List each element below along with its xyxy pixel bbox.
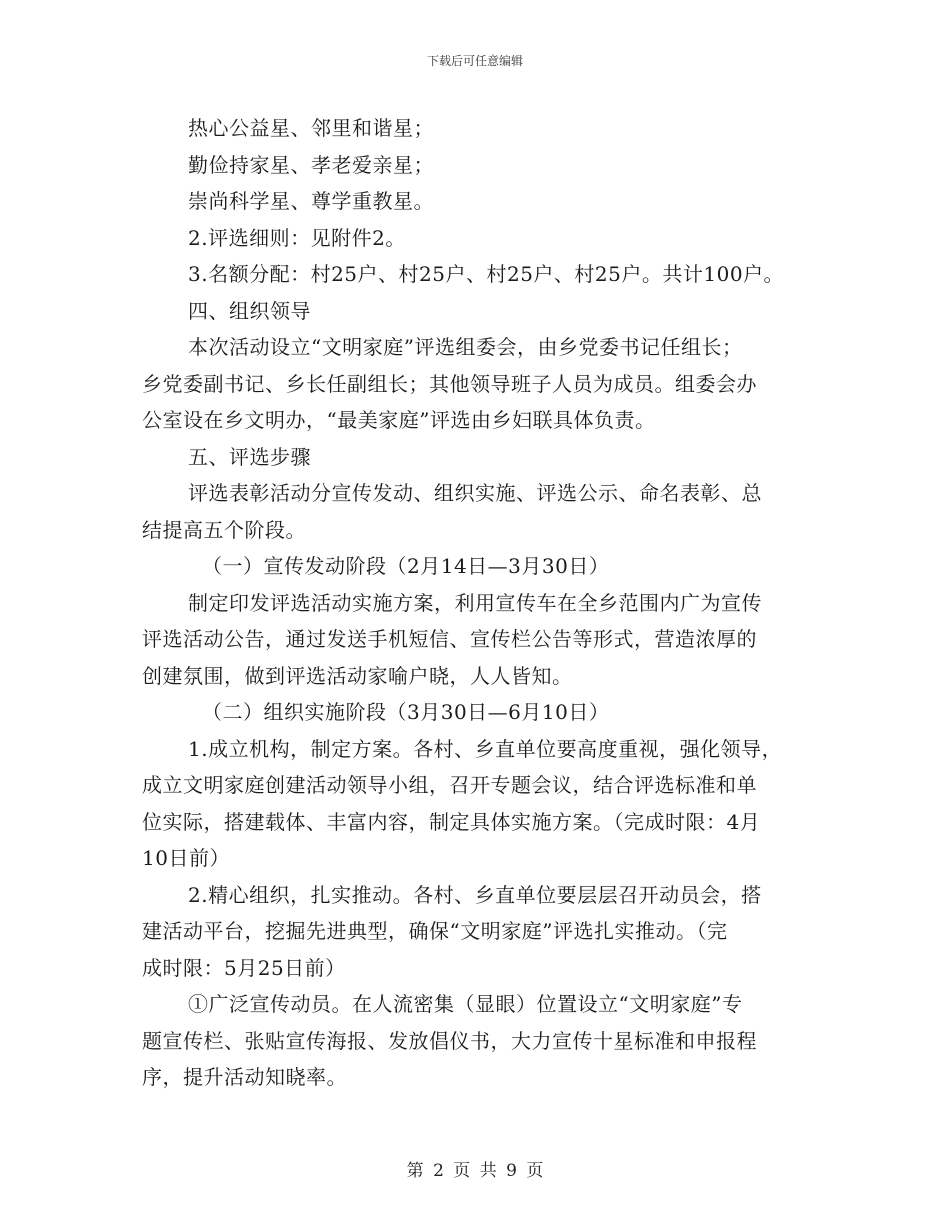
text-line: 评选活动公告，通过发送手机短信、宣传栏公告等形式，营造浓厚的 <box>142 627 757 651</box>
text-line: 3.名额分配：村25户、村25户、村25户、村25户。共计100户。 <box>188 262 785 286</box>
text-line: 10日前） <box>142 846 230 870</box>
text-line: 创建氛围，做到评选活动家喻户晓，人人皆知。 <box>142 663 573 688</box>
text-line: 序，提升活动知晓率。 <box>142 1065 347 1089</box>
section-heading: 四、组织领导 <box>188 298 311 323</box>
text-line: 本次活动设立“文明家庭”评选组委会，由乡党委书记任组长； <box>188 335 743 359</box>
text-line: 公室设在乡文明办，“最美家庭”评选由乡妇联具体负责。 <box>142 408 656 432</box>
text-line: 题宣传栏、张贴宣传海报、发放倡仪书，大力宣传十星标准和申报程 <box>142 1028 757 1053</box>
section-heading: 五、评选步骤 <box>188 444 311 469</box>
text-line: 崇尚科学星、尊学重教星。 <box>188 189 434 213</box>
subsection-heading: （一）宣传发动阶段（2月14日—3月30日） <box>202 554 610 578</box>
text-line: 2.评选细则：见附件2。 <box>188 225 406 250</box>
text-line: 乡党委副书记、乡长任副组长；其他领导班子人员为成员。组委会办 <box>142 371 757 396</box>
text-line: ①广泛宣传动员。在人流密集（显眼）位置设立“文明家庭”专 <box>188 992 743 1016</box>
document-body <box>142 110 832 1096</box>
text-line: 2.精心组织，扎实推动。各村、乡直单位要层层召开动员会，搭 <box>188 882 762 907</box>
text-line: 结提高五个阶段。 <box>142 517 306 542</box>
text-line: 成时限：5月25日前） <box>142 955 346 980</box>
page-number: 第 2 页 共 9 页 <box>406 1161 544 1181</box>
text-line: 1.成立机构，制定方案。各村、乡直单位要高度重视，强化领导， <box>188 736 783 761</box>
text-line: 勤俭持家星、孝老爱亲星； <box>188 152 434 177</box>
text-line: 建活动平台，挖掘先进典型，确保“文明家庭”评选扎实推动。（完 <box>142 919 728 943</box>
page-header-note: 下载后可任意编辑 <box>426 54 523 68</box>
text-line: 位实际，搭建载体、丰富内容，制定具体实施方案。（完成时限：4月 <box>142 809 761 834</box>
text-line: 制定印发评选活动实施方案，利用宣传车在全乡范围内广为宣传 <box>188 590 762 615</box>
text-line: 成立文明家庭创建活动领导小组，召开专题会议，结合评选标准和单 <box>142 773 757 797</box>
text-line: 评选表彰活动分宣传发动、组织实施、评选公示、命名表彰、总 <box>188 481 762 505</box>
subsection-heading: （二）组织实施阶段（3月30日—6月10日） <box>202 700 610 724</box>
text-line: 热心公益星、邻里和谐星； <box>188 116 434 140</box>
